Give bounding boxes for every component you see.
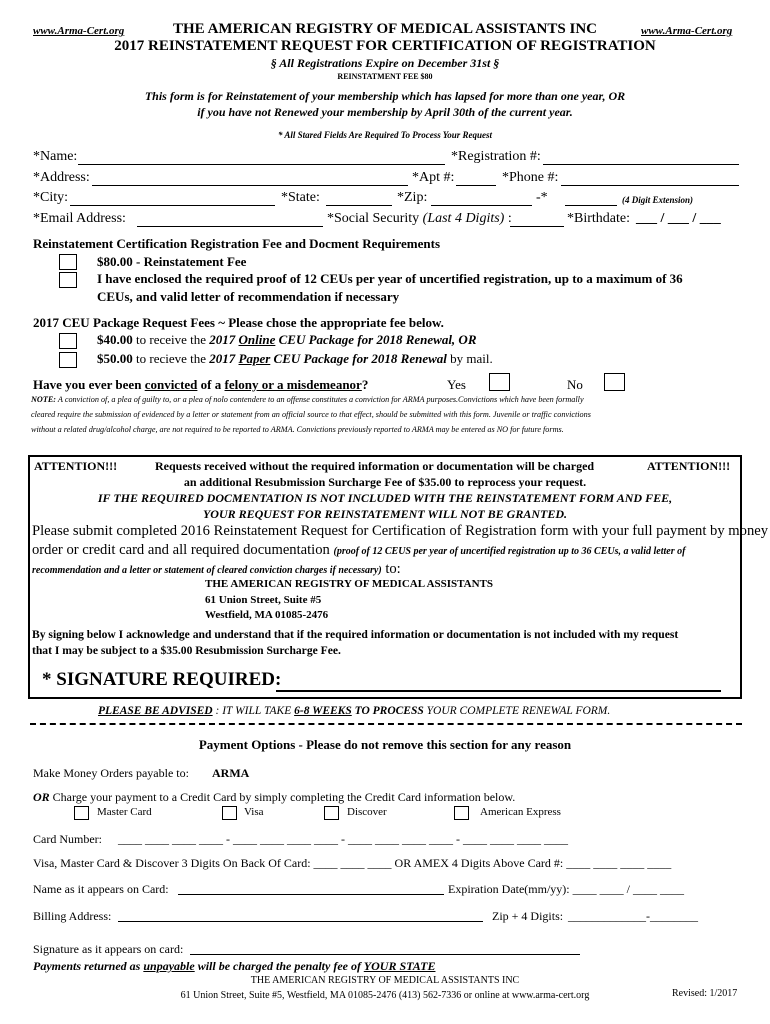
- address-label: *Address:: [33, 170, 90, 185]
- phone-field[interactable]: [561, 185, 739, 186]
- form-title: 2017 REINSTATEMENT REQUEST FOR CERTIFICATION OF REGISTRATION: [114, 38, 656, 54]
- paper-package-label: $50.00 to recieve the 2017 Paper CEU Package for 2018 Renewal by mail.: [97, 351, 493, 366]
- fee-note: REINSTATMENT FEE $80: [337, 72, 433, 81]
- paper-package-checkbox[interactable]: [59, 352, 77, 368]
- org-title: THE AMERICAN REGISTRY OF MEDICAL ASSISTANTS INC: [172, 21, 597, 37]
- billing-address-field[interactable]: [118, 921, 483, 922]
- conviction-note-1: NOTE: A conviction of, a plea of guilty to, or a plea of nolo contendere to an offense constitutes a conviction for ARMA purposes.Convictions which have been formally: [31, 395, 584, 404]
- card-signature-label: Signature as it appears on card:: [33, 942, 184, 956]
- master-card-label: Master Card: [97, 806, 152, 818]
- security-code-label[interactable]: Visa, Master Card & Discover 3 Digits On Back Of Card: ____ ____ ____ OR AMEX 4 Digits Above Card #: ____ ____ ____ ____: [33, 856, 672, 870]
- conviction-no-checkbox[interactable]: [604, 373, 625, 391]
- credit-card-intro: OR Charge your payment to a Credit Card by simply completing the Credit Card information below.: [33, 790, 516, 804]
- reinstatement-fee-label: $80.00 - Reinstatement Fee: [97, 254, 247, 269]
- expiration-field[interactable]: Expiration Date(mm/yy): ____ ____ / ____ ____: [448, 882, 684, 896]
- attention-line-2: an additional Resubmission Surcharge Fee of $35.00 to reprocess your request.: [183, 475, 587, 489]
- card-name-field[interactable]: [178, 894, 444, 895]
- city-field[interactable]: [70, 205, 275, 206]
- ceu-proof-checkbox[interactable]: [59, 272, 77, 288]
- footer-org: THE AMERICAN REGISTRY OF MEDICAL ASSISTANTS INC: [250, 975, 520, 986]
- online-package-label: $40.00 to receive the 2017 Online CEU Package for 2018 Renewal, OR: [97, 332, 477, 347]
- apt-label: *Apt #:: [412, 170, 455, 185]
- card-signature-field[interactable]: [190, 954, 580, 955]
- conviction-note-3: without a related drug/alcohol charge, are not required to be reported to ARMA. Convictions previously reported to ARMA may be entered as NO for future forms.: [31, 425, 564, 434]
- submit-line-3: recommendation and a letter or statement of cleared conviction charges if necessary) to:: [32, 561, 401, 577]
- submit-line-2: order or credit card and all required documentation (proof of 12 CEUS per year of uncertified registration up to 36 CEUs, a valid letter of: [32, 542, 686, 558]
- website-link-right[interactable]: www.Arma-Cert.org: [641, 25, 733, 37]
- american-express-label: American Express: [480, 806, 561, 818]
- phone-label: *Phone #:: [502, 170, 559, 185]
- attention-label-left: ATTENTION!!!: [34, 459, 118, 473]
- name-label: *Name:: [33, 149, 78, 164]
- name-field[interactable]: [78, 164, 445, 165]
- zip-extension-note: (4 Digit Extension): [622, 195, 694, 205]
- ceu-proof-label-2: CEUs, and valid letter of recommendation if necessary: [97, 289, 400, 304]
- zip4-label: Zip + 4 Digits:: [492, 909, 564, 923]
- ceu-package-heading: 2017 CEU Package Request Fees ~ Please chose the appropriate fee below.: [33, 315, 444, 330]
- signature-required-label: * SIGNATURE REQUIRED:: [42, 669, 282, 690]
- state-label: *State:: [281, 190, 320, 205]
- revised-date: Revised: 1/2017: [672, 988, 738, 999]
- birthdate-field[interactable]: ___ / ___ / ___: [636, 211, 721, 226]
- attention-line-3: IF THE REQUIRED DOCMENTATION IS NOT INCLUDED WITH THE REINSTATEMENT FORM AND FEE,: [97, 491, 673, 505]
- attention-label-right: ATTENTION!!!: [647, 459, 731, 473]
- ceu-proof-label-1: I have enclosed the required proof of 12 CEUs per year of uncertified registration, up to a maximum of 36: [97, 271, 683, 286]
- registration-field[interactable]: [543, 164, 739, 165]
- conviction-no-label: No: [567, 377, 583, 392]
- cut-line: [30, 723, 742, 725]
- discover-label: Discover: [347, 806, 387, 818]
- conviction-question: Have you ever been convicted of a felony or a misdemeanor?: [33, 377, 369, 392]
- attention-line-1: Requests received without the required information or documentation will be charged: [155, 459, 595, 473]
- website-link-left[interactable]: www.Arma-Cert.org: [33, 25, 125, 37]
- card-number-label: Card Number:: [33, 832, 102, 846]
- mail-address-3: Westfield, MA 01085-2476: [205, 609, 329, 621]
- conviction-yes-label: Yes: [447, 377, 466, 392]
- master-card-checkbox[interactable]: [74, 806, 89, 820]
- mail-address-1: THE AMERICAN REGISTRY OF MEDICAL ASSISTANTS: [205, 578, 494, 590]
- money-order-payee: ARMA: [212, 766, 250, 780]
- ssn-field[interactable]: [510, 226, 564, 227]
- discover-checkbox[interactable]: [324, 806, 339, 820]
- mail-address-2: 61 Union Street, Suite #5: [205, 594, 322, 606]
- state-field[interactable]: [326, 205, 392, 206]
- ssn-label: *Social Security (Last 4 Digits) :: [327, 211, 512, 226]
- card-number-field[interactable]: ____ ____ ____ ____ - ____ ____ ____ ____ - ____ ____ ____ ____ - ____ ____ ____ ____: [118, 832, 568, 846]
- expiry-note: § All Registrations Expire on December 31st §: [270, 56, 500, 70]
- billing-address-label: Billing Address:: [33, 909, 112, 923]
- visa-label: Visa: [244, 806, 264, 818]
- address-field[interactable]: [92, 185, 408, 186]
- intro-line-2: if you have not Renewed your membership by April 30th of the current year.: [197, 105, 573, 119]
- reinstatement-fee-checkbox[interactable]: [59, 254, 77, 270]
- city-label: *City:: [33, 190, 69, 205]
- required-note: * All Stared Fields Are Required To Process Your Request: [277, 130, 493, 140]
- zip4-field[interactable]: _____________-________: [568, 909, 698, 923]
- acknowledge-line-1: By signing below I acknowledge and understand that if the required information or documentation is not included with my request: [32, 628, 679, 641]
- zip-extension-field[interactable]: [565, 205, 617, 206]
- birthdate-label: *Birthdate:: [567, 211, 630, 226]
- american-express-checkbox[interactable]: [454, 806, 469, 820]
- visa-checkbox[interactable]: [222, 806, 237, 820]
- acknowledge-line-2: that I may be subject to a $35.00 Resubmission Surcharge Fee.: [32, 644, 341, 657]
- online-package-checkbox[interactable]: [59, 333, 77, 349]
- email-field[interactable]: [137, 226, 323, 227]
- money-order-label: Make Money Orders payable to:: [33, 766, 189, 780]
- submit-line-1: Please submit completed 2016 Reinstatement Request for Certification of Registration form with your full payment by money: [32, 523, 769, 539]
- footer-address: 61 Union Street, Suite #5, Westfield, MA 01085-2476 (413) 562-7336 or online at www.arma-cert.org: [180, 990, 590, 1001]
- attention-line-4: YOUR REQUEST FOR REINSTATEMENT WILL NOT BE GRANTED.: [202, 507, 568, 521]
- email-label: *Email Address:: [33, 211, 126, 226]
- payment-heading: Payment Options - Please do not remove this section for any reason: [198, 737, 572, 752]
- zip-label: *Zip:: [397, 190, 428, 205]
- penalty-note: Payments returned as unpayable will be charged the penalty fee of YOUR STATE: [33, 959, 436, 973]
- apt-field[interactable]: [456, 185, 496, 186]
- fees-heading: Reinstatement Certification Registration Fee and Docment Requirements: [33, 236, 441, 251]
- intro-line-1: This form is for Reinstatement of your membership which has lapsed for more than one year, OR: [144, 89, 626, 103]
- advisory-note: PLEASE BE ADVISED : IT WILL TAKE 6-8 WEEKS TO PROCESS YOUR COMPLETE RENEWAL FORM.: [98, 705, 611, 717]
- registration-label: *Registration #:: [451, 149, 541, 164]
- conviction-yes-checkbox[interactable]: [489, 373, 510, 391]
- signature-field[interactable]: [276, 690, 721, 692]
- zip-field[interactable]: [431, 205, 532, 206]
- conviction-note-2: cleared require the submission of evidenced by a letter or statement from an official source to that effect, should be submitted with this form. Juvenile or traffic convictions: [31, 410, 591, 419]
- zip-dash: -*: [536, 190, 548, 205]
- card-name-label: Name as it appears on Card:: [33, 882, 169, 896]
